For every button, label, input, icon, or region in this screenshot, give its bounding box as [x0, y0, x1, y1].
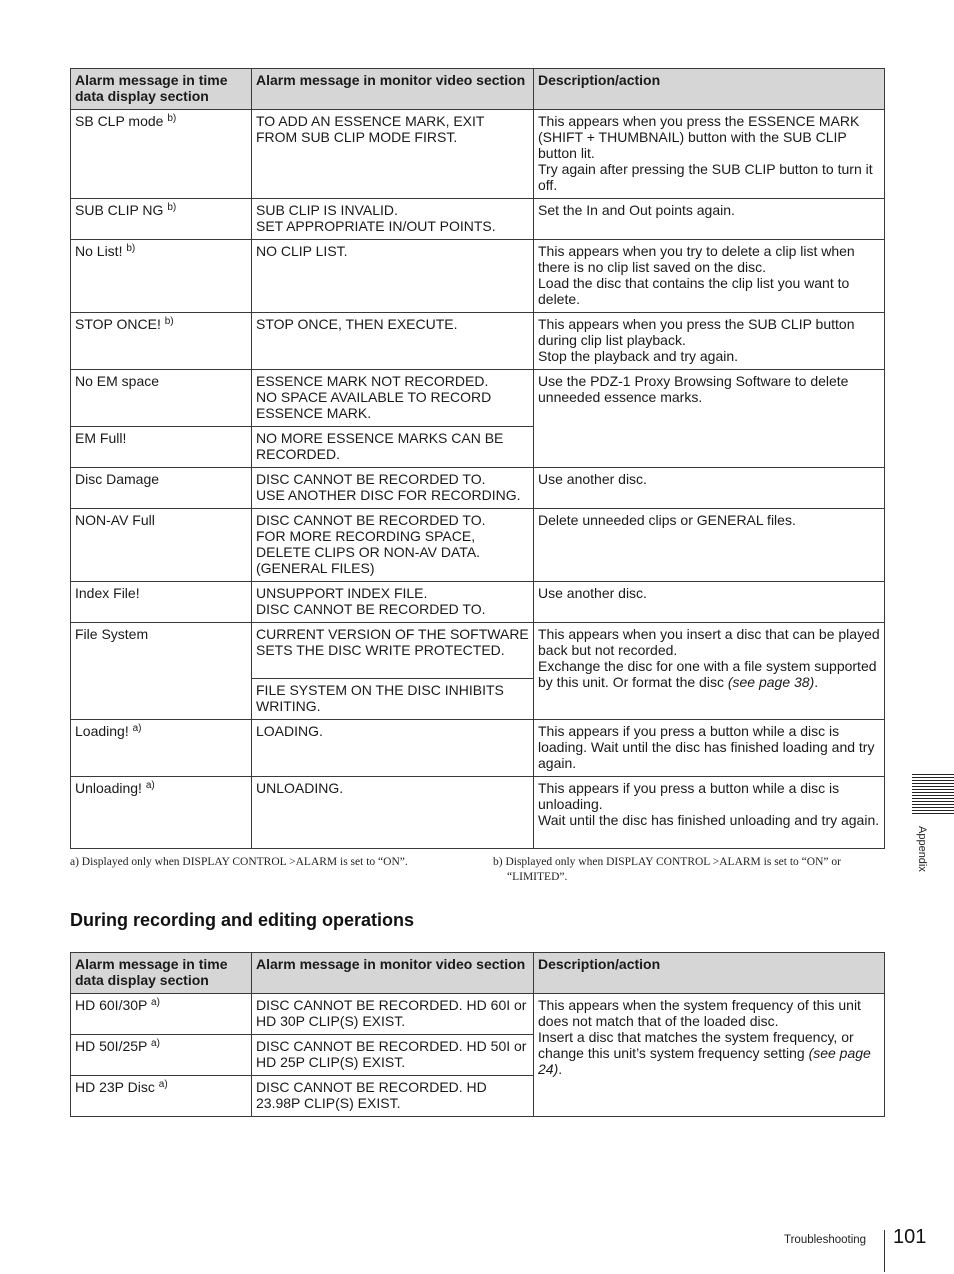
table-row	[71, 623, 885, 679]
cell-description: This appears when you try to delete a clip list when there is no clip list saved on the disc. Load the disc that contains the clip list you want to delete.	[534, 240, 885, 313]
header-time-data: Alarm message in time data display section	[71, 69, 252, 110]
cell-description: Use the PDZ-1 Proxy Browsing Software to delete unneeded essence marks.	[534, 370, 885, 468]
cell-monitor-video: NO CLIP LIST.	[252, 240, 534, 313]
cell-description: This appears if you press a button while a disc is unloading. Wait until the disc has finished unloading and try again.	[534, 777, 885, 849]
footer-section-name: Troubleshooting	[784, 1234, 867, 1246]
cell-monitor-video: NO MORE ESSENCE MARKS CAN BE RECORDED.	[252, 427, 534, 468]
cell-monitor-video: DISC CANNOT BE RECORDED TO. FOR MORE RECORDING SPACE, DELETE CLIPS OR NON-AV DATA. (GENERAL FILES)	[252, 509, 534, 582]
table-row	[71, 777, 885, 849]
table-row	[71, 994, 885, 1035]
cell-monitor-video: DISC CANNOT BE RECORDED TO. USE ANOTHER DISC FOR RECORDING.	[252, 468, 534, 509]
footer-divider	[884, 1230, 885, 1272]
footnote-marker: b)	[167, 113, 177, 124]
cell-time-data: No List! $^{b)}$	[71, 240, 252, 313]
appendix-tab-stripes	[912, 774, 954, 816]
cell-time-data: HD 50I/25P $^{a)}$	[71, 1035, 252, 1076]
cell-monitor-video: DISC CANNOT BE RECORDED. HD 50I or HD 25P CLIP(S) EXIST.	[252, 1035, 534, 1076]
table-row	[71, 199, 885, 240]
footnote-marker: a)	[132, 723, 142, 734]
header-time-data: Alarm message in time data display section	[71, 953, 252, 994]
cell-monitor-video: UNSUPPORT INDEX FILE. DISC CANNOT BE RECORDED TO.	[252, 582, 534, 623]
table-row	[71, 240, 885, 313]
table-row	[71, 509, 885, 582]
cell-description: Set the In and Out points again.	[534, 199, 885, 240]
page-number: 101	[893, 1226, 927, 1248]
cell-description: This appears when you press the ESSENCE MARK (SHIFT + THUMBNAIL) button with the SUB CLIP button lit. Try again after pressing the SUB CLIP button to turn it off.	[534, 110, 885, 199]
page-reference: (see page 24)	[538, 1045, 871, 1077]
cell-monitor-video: ESSENCE MARK NOT RECORDED. NO SPACE AVAILABLE TO RECORD ESSENCE MARK.	[252, 370, 534, 427]
cell-time-data: STOP ONCE! $^{b)}$	[71, 313, 252, 370]
cell-description: Use another disc.	[534, 582, 885, 623]
cell-time-data: File System	[71, 623, 252, 720]
footnote-a: a) Displayed only when DISPLAY CONTROL >ALARM is set to “ON”.	[70, 856, 408, 868]
cell-monitor-video: LOADING.	[252, 720, 534, 777]
table-row	[71, 313, 885, 370]
cell-time-data: SB CLP mode $^{b)}$	[71, 110, 252, 199]
cell-monitor-video: CURRENT VERSION OF THE SOFTWARE SETS THE DISC WRITE PROTECTED.	[252, 623, 534, 679]
page-reference: (see page 38)	[727, 674, 815, 690]
cell-time-data: HD 23P Disc $^{a)}$	[71, 1076, 252, 1117]
cell-description: This appears when you press the SUB CLIP button during clip list playback. Stop the playback and try again.	[534, 313, 885, 370]
cell-description: This appears if you press a button while a disc is loading. Wait until the disc has finished loading and try again.	[534, 720, 885, 777]
footnote-marker: b)	[164, 316, 174, 327]
header-description: Description/action	[534, 953, 885, 994]
cell-time-data: Disc Damage	[71, 468, 252, 509]
cell-monitor-video: TO ADD AN ESSENCE MARK, EXIT FROM SUB CLIP MODE FIRST.	[252, 110, 534, 199]
cell-time-data: Index File!	[71, 582, 252, 623]
table-row	[71, 468, 885, 509]
table-row	[71, 370, 885, 427]
header-monitor-video: Alarm message in monitor video section	[252, 953, 534, 994]
footnote-marker: a)	[145, 780, 155, 791]
cell-description: This appears when the system frequency of this unit does not match that of the loaded disc. Insert a disc that matches the system frequency, or change this unit’s system frequency setting (see page 24).	[534, 994, 885, 1117]
section-title: During recording and editing operations	[70, 910, 415, 930]
cell-time-data: Unloading! $^{a)}$	[71, 777, 252, 849]
table-header-row	[71, 953, 885, 994]
cell-time-data: EM Full!	[71, 427, 252, 468]
header-description: Description/action	[534, 69, 885, 110]
cell-time-data: NON-AV Full	[71, 509, 252, 582]
footnote-marker: b)	[126, 243, 136, 254]
cell-monitor-video: FILE SYSTEM ON THE DISC INHIBITS WRITING.	[252, 679, 534, 720]
table-row	[71, 720, 885, 777]
cell-description: This appears when you insert a disc that can be played back but not recorded. Exchange the disc for one with a file system supported by this unit. Or format the disc (see page 38).	[534, 623, 885, 720]
footnote-marker: a)	[151, 1038, 160, 1049]
footnote-marker: a)	[158, 1079, 168, 1090]
cell-time-data: Loading! $^{a)}$	[71, 720, 252, 777]
cell-time-data: SUB CLIP NG $^{b)}$	[71, 199, 252, 240]
alarm-table-main	[70, 68, 885, 849]
table-header-row	[71, 69, 885, 110]
cell-time-data: HD 60I/30P $^{a)}$	[71, 994, 252, 1035]
cell-monitor-video: UNLOADING.	[252, 777, 534, 849]
cell-monitor-video: SUB CLIP IS INVALID. SET APPROPRIATE IN/OUT POINTS.	[252, 199, 534, 240]
footnote-marker: b)	[167, 202, 177, 213]
cell-monitor-video: DISC CANNOT BE RECORDED. HD 23.98P CLIP(S) EXIST.	[252, 1076, 534, 1117]
cell-time-data: No EM space	[71, 370, 252, 427]
cell-description: Delete unneeded clips or GENERAL files.	[534, 509, 885, 582]
table-row	[71, 582, 885, 623]
cell-monitor-video: STOP ONCE, THEN EXECUTE.	[252, 313, 534, 370]
footnote-b: b) Displayed only when DISPLAY CONTROL >ALARM is set to “ON” or “LIMITED”.	[493, 856, 841, 883]
header-monitor-video: Alarm message in monitor video section	[252, 69, 534, 110]
alarm-table-recording	[70, 952, 885, 1117]
appendix-tab-label: Appendix	[916, 826, 928, 872]
table-row	[71, 110, 885, 199]
cell-description: Use another disc.	[534, 468, 885, 509]
cell-monitor-video: DISC CANNOT BE RECORDED. HD 60I or HD 30P CLIP(S) EXIST.	[252, 994, 534, 1035]
footnote-marker: a)	[151, 997, 160, 1008]
